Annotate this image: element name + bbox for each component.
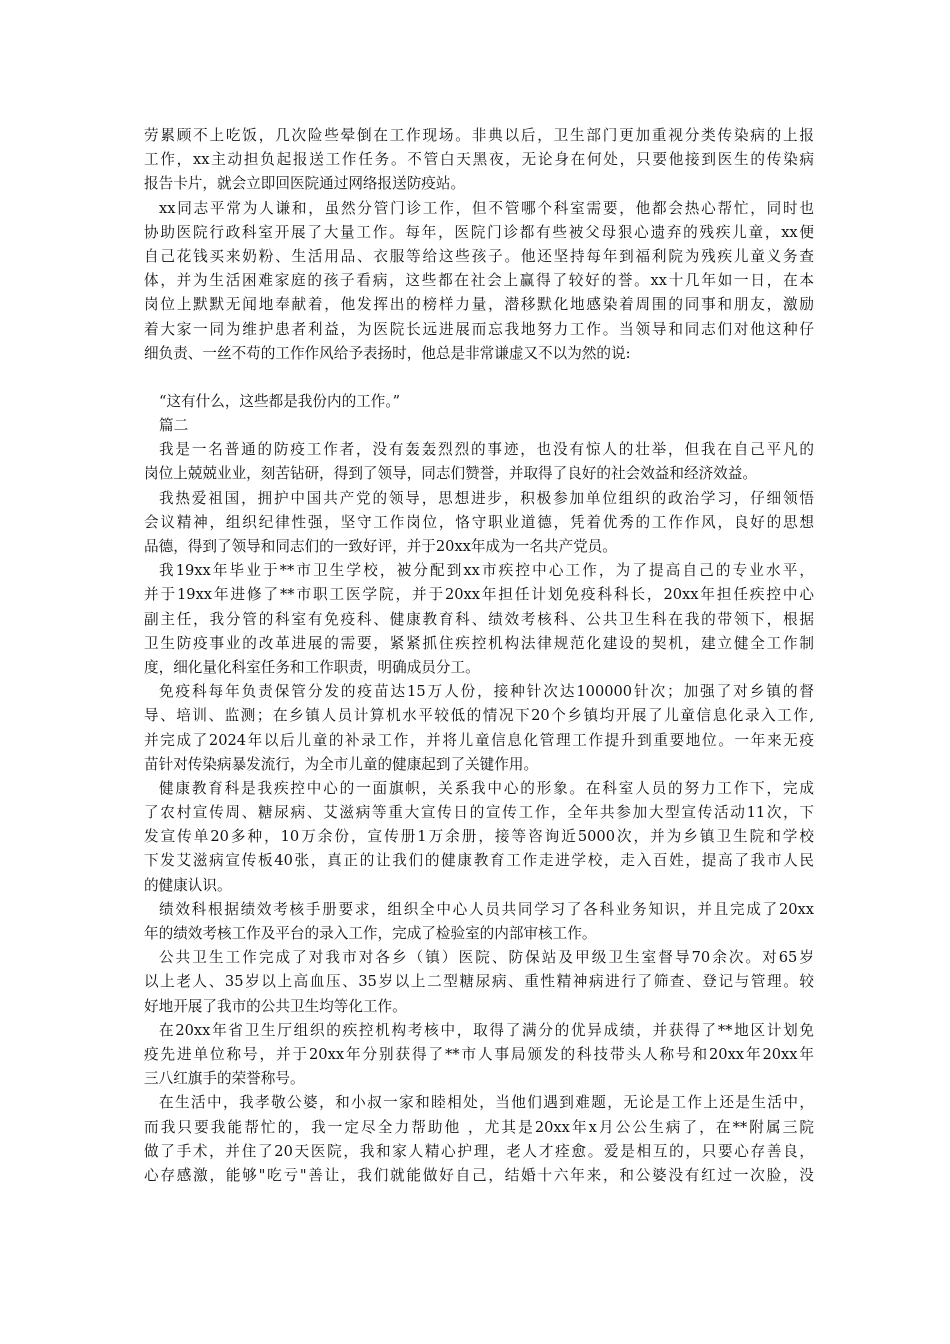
text-line: 我是一名普通的防疫工作者，没有轰轰烈烈的事迹，也没有惊人的壮举，但我在自己平凡的 — [159, 441, 814, 459]
paragraph — [144, 1019, 814, 1092]
text-line: 品德，得到了领导和同志们的一致好评，并于20xx年成为一名共产党员。 — [144, 538, 617, 555]
text-line: 劳累顾不上吃饭，几次险些晕倒在工作现场。非典以后，卫生部门更加重视分类传染病的上报 — [144, 127, 814, 144]
paragraph — [144, 777, 814, 898]
text-line: 做了手术，并住了20天医院，我和家人精心护理，老人才痊愈。爱是相互的，只要心存善良， — [144, 1142, 814, 1160]
text-line: 绩效科根据绩效考核手册要求，组织全中心人员共同学习了各科业务知识，并且完成了20xx — [159, 900, 814, 918]
text-line: 以上老人、35岁以上高血压、35岁以上二型糖尿病、重性精神病进行了筛查、登记与管理。较 — [144, 973, 814, 991]
section-heading — [144, 414, 814, 438]
text-line: 三八红旗手的荣誉称号。 — [144, 1070, 305, 1088]
text-line: 副主任，我分管的科室有免疫科、健康教育科、绩效考核科、公共卫生科在我的带领下，根据 — [144, 610, 814, 628]
text-line: 疫先进单位称号，并于20xx年分别获得了**市人事局颁发的科技带头人称号和20xx年20xx年 — [144, 1045, 814, 1063]
text-line: 在生活中，我孝敬公婆，和小叔一家和睦相处，当他们遇到难题，无论是工作上还是生活中， — [159, 1094, 814, 1112]
text-line: 下发艾滋病宣传板40张，真正的让我们的健康教育工作走进学校，走入百姓，提高了我市人民 — [144, 852, 814, 870]
paragraph — [144, 898, 814, 946]
text-line: 报告卡片，就会立即回医院通过网络报送防疫站。 — [144, 175, 466, 193]
text-line: 岗位上默默无闻地奉献着，他发挥出的榜样力量，潜移默化地感染着周围的同事和朋友，激励 — [144, 296, 814, 314]
paragraph — [144, 438, 814, 486]
paragraph — [144, 197, 814, 366]
text-line: 了农村宣传周、糖尿病、艾滋病等重大宣传日的宣传工作，全年共参加大型宣传活动11次，下 — [144, 804, 814, 822]
text-line: 岗位上兢兢业业，刻苦钻研，得到了领导，同志们赞誉，并取得了良好的社会效益和经济效益。 — [144, 465, 757, 483]
paragraph — [144, 946, 814, 1019]
text-line: 着大家一同为维护患者利益，为医院长远进展而忘我地努力工作。当领导和同志们对他这种仔 — [144, 320, 814, 338]
text-line: 而我只要我能帮忙的，我一定尽全力帮助他 ，尤其是20xx年x月公公生病了，在**附属三院 — [144, 1118, 814, 1136]
text-line: 心存感激，能够"吃亏"善让，我们就能做好自己，结婚十六年来，和公婆没有红过一次脸，没 — [144, 1166, 814, 1184]
quote-paragraph — [144, 390, 814, 414]
text-line: 度，细化量化科室任务和工作职责，明确成员分工。 — [144, 658, 480, 676]
paragraph — [144, 680, 814, 777]
text-line: 好地开展了我市的公共卫生均等化工作。 — [144, 997, 407, 1015]
text-line: 我19xx年毕业于**市卫生学校，被分配到xx市疾控中心工作，为了提高自己的专业水平， — [159, 562, 814, 580]
paragraph — [144, 124, 814, 197]
text-line: 细负责、一丝不苟的工作作风给予表扬时，他总是非常谦虚又不以为然的说: — [144, 344, 631, 362]
text-line: “这有什么，这些都是我份内的工作。” — [159, 392, 401, 410]
text-line: 卫生防疫事业的改革进展的需要，紧紧抓住疾控机构法律规范化建设的契机，建立健全工作制 — [144, 634, 814, 652]
text-line: 并完成了2024年以后儿童的补录工作，并将儿童信息化管理工作提升到重要地位。一年来无疫 — [144, 731, 814, 749]
text-line: 公共卫生工作完成了对我市对各乡（镇）医院、防保站及甲级卫生室督导70余次。对65岁 — [159, 949, 814, 967]
text-line: 导、培训、监测；在乡镇人员计算机水平较低的情况下20个乡镇均开展了儿童信息化录入工作, — [144, 707, 814, 725]
paragraph — [144, 1091, 814, 1188]
text-line: 健康教育科是我疾控中心的一面旗帜，关系我中心的形象。在科室人员的努力工作下，完成 — [159, 779, 814, 797]
paragraph — [144, 559, 814, 680]
text-line: 发宣传单20多种，10万余份，宣传册1万余册，接等咨询近5000次，并为乡镇卫生院和学校 — [144, 828, 814, 846]
text-line: 我热爱祖国，拥护中国共产党的领导，思想进步，积极参加单位组织的政治学习，仔细领悟 — [159, 489, 814, 507]
text-line: 并于19xx年进修了**市职工医学院，并于20xx年担任计划免疫科科长，20xx年担任疾控中心 — [144, 586, 814, 604]
text-line: 在20xx年省卫生厅组织的疾控机构考核中，取得了满分的优异成绩，并获得了**地区计划免 — [159, 1021, 814, 1039]
text-line: 的健康认识。 — [144, 876, 232, 894]
paragraph — [144, 487, 814, 560]
section-title: 篇二 — [159, 417, 189, 435]
text-line: 体，并为生活困难家庭的孩子看病，这些都在社会上赢得了较好的誉。xx十几年如一日，在本 — [144, 272, 814, 290]
text-line: 会议精神，组织纪律性强，坚守工作岗位，恪守职业道德，凭着优秀的工作作风，良好的思想 — [144, 513, 814, 531]
text-line: 自己花钱买来奶粉、生活用品、衣服等给这些孩子。他还坚持每年到福利院为残疾儿童义务查 — [144, 247, 814, 265]
blank-line — [144, 366, 814, 390]
text-line: 苗针对传染病暴发流行，为全市儿童的健康起到了关键作用。 — [144, 755, 539, 773]
text-line: 工作，xx主动担负起报送工作任务。不管白天黑夜，无论身在何处，只要他接到医生的传染病 — [144, 151, 814, 169]
text-line: 协助医院行政科室开展了大量工作。每年，医院门诊都有些被父母狠心遗弃的残疾儿童，xx便 — [144, 223, 814, 241]
text-line: 年的绩效考核工作及平台的录入工作，完成了检验室的内部审核工作。 — [144, 925, 597, 942]
document-page — [144, 124, 814, 1188]
text-line: xx同志平常为人谦和，虽然分管门诊工作，但不管哪个科室需要，他都会热心帮忙，同时也 — [159, 199, 814, 217]
text-line: 免疫科每年负责保管分发的疫苗达15万人份，接种针次达100000针次；加强了对乡镇的督 — [159, 683, 814, 701]
